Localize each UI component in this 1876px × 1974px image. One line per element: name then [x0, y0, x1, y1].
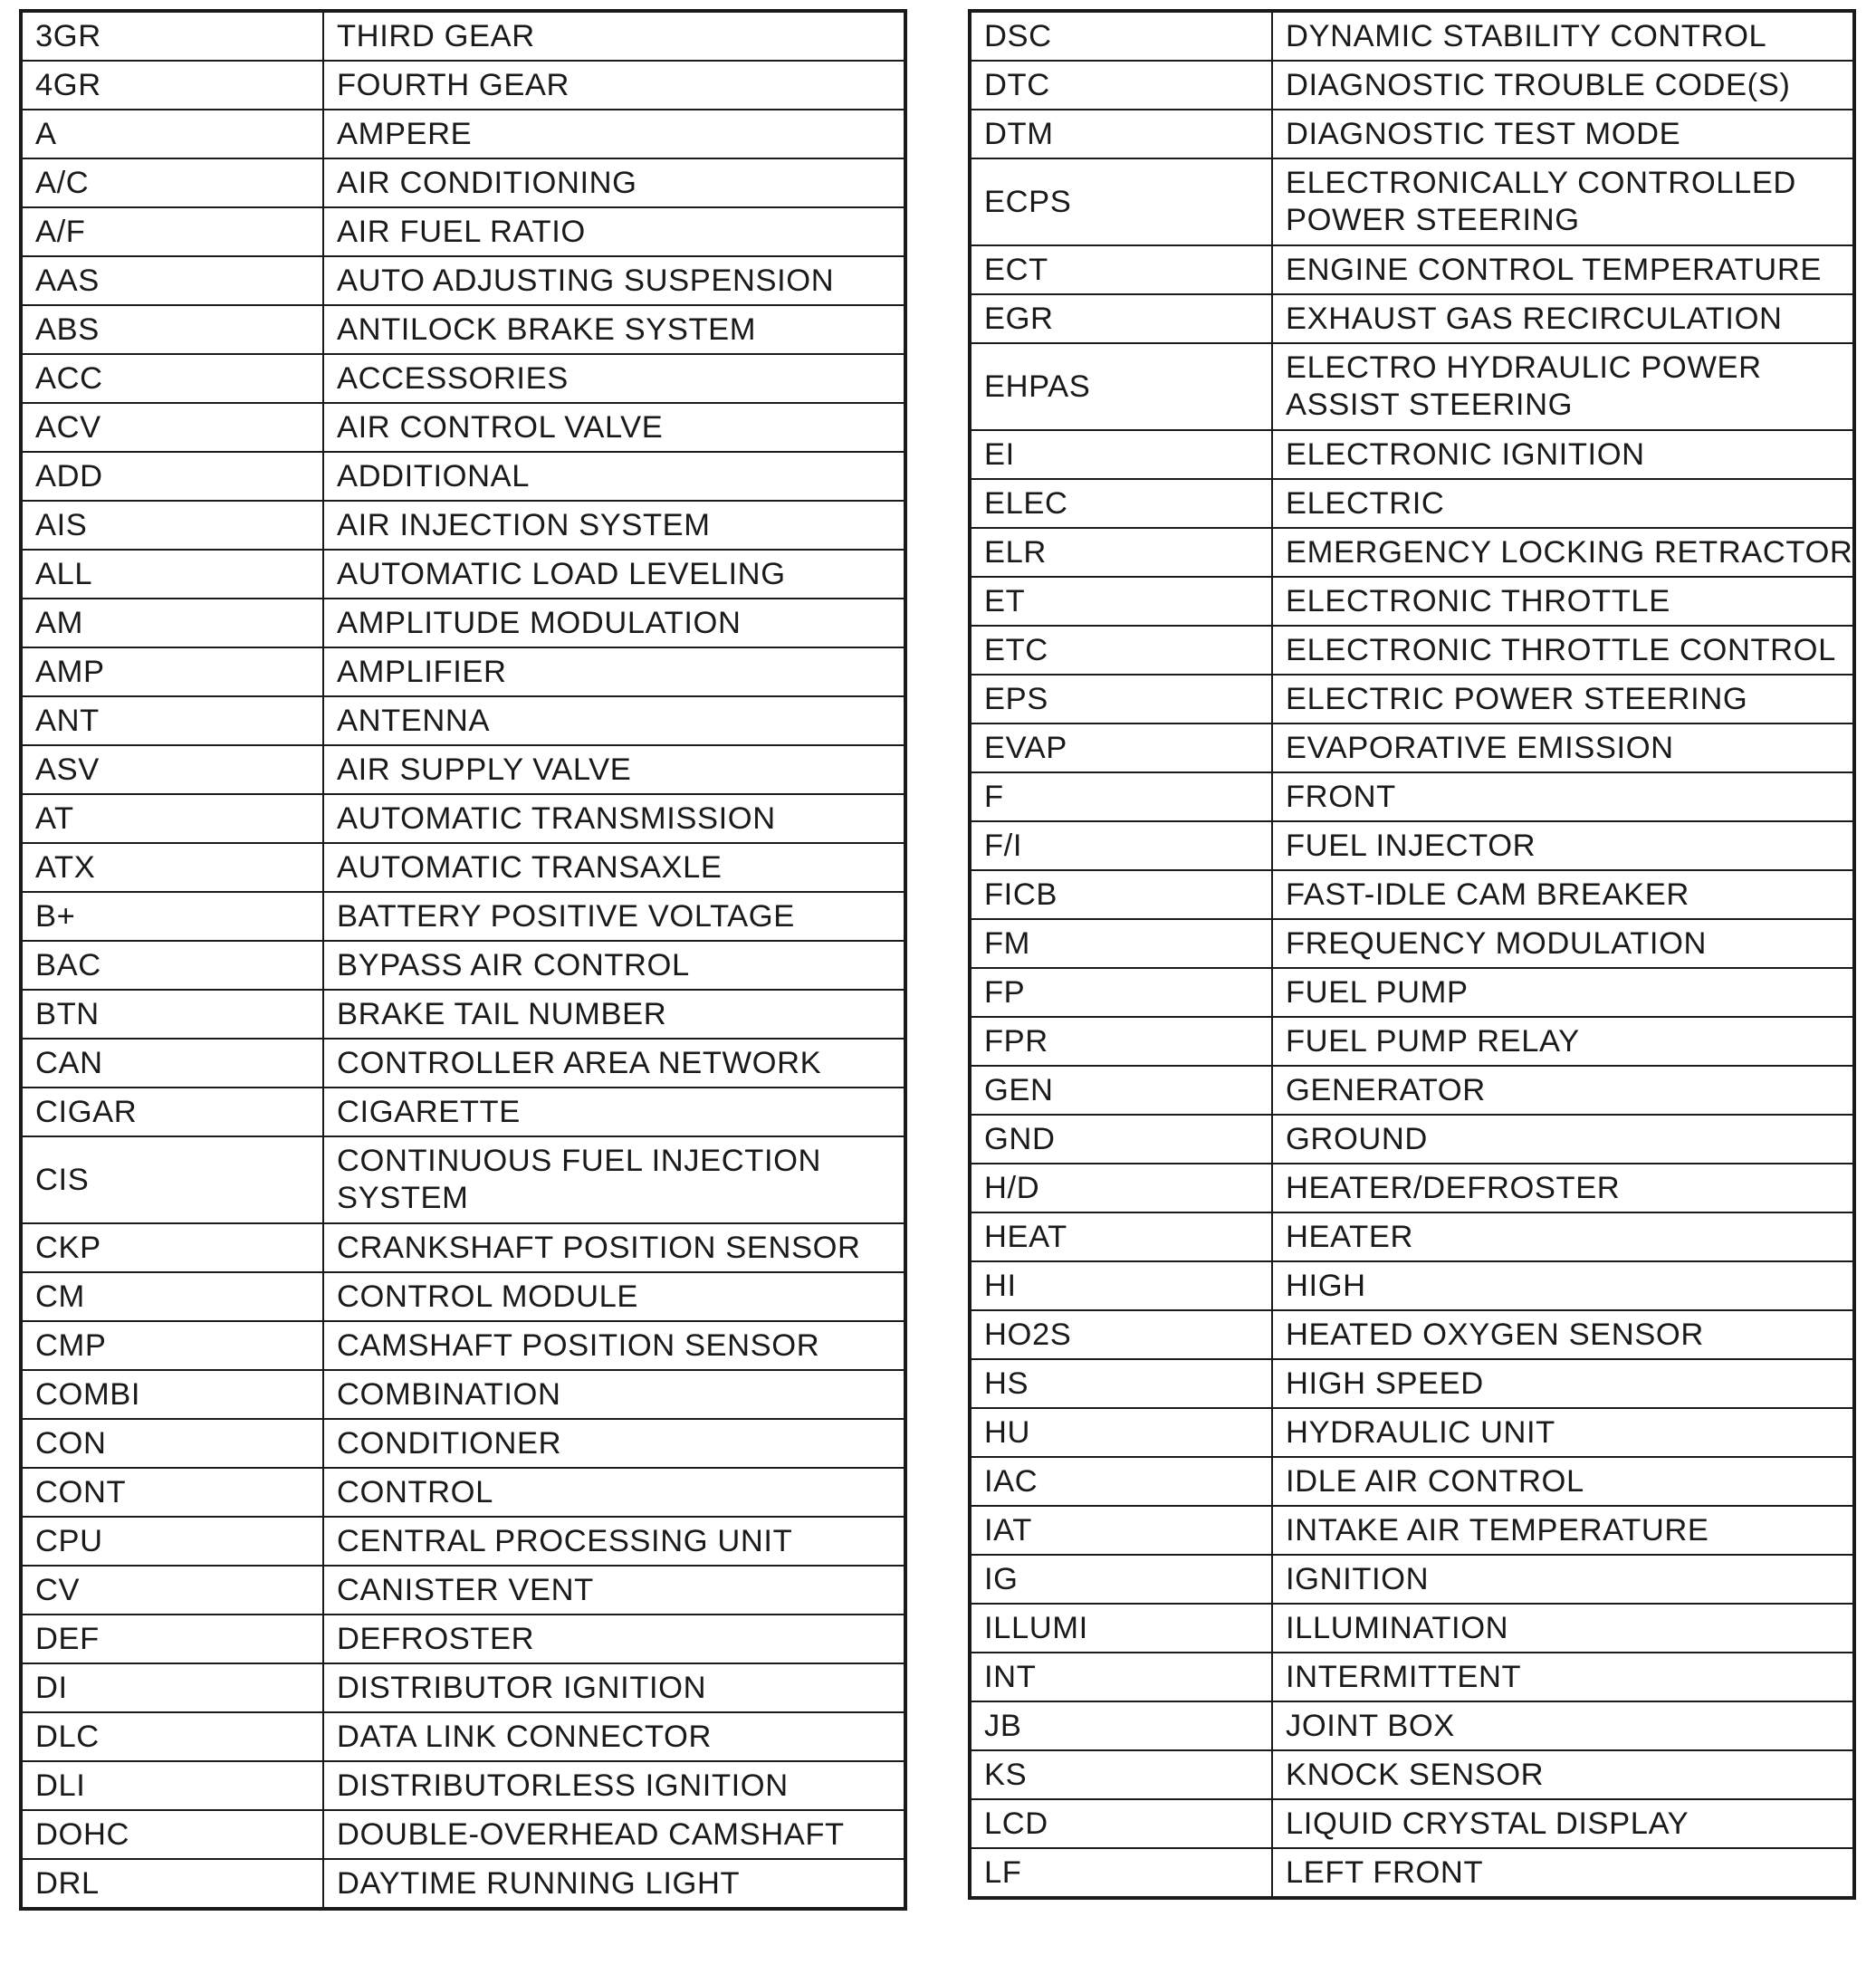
- abbreviation-cell: ETC: [970, 626, 1272, 675]
- meaning-cell: CONTROLLER AREA NETWORK: [323, 1039, 905, 1088]
- abbreviation-table-left-body: [21, 11, 905, 1909]
- abbreviation-cell: ELEC: [970, 479, 1272, 528]
- meaning-cell: AUTO ADJUSTING SUSPENSION: [323, 256, 905, 305]
- abbreviation-cell: JB: [970, 1701, 1272, 1750]
- meaning-cell: HYDRAULIC UNIT: [1272, 1408, 1854, 1457]
- abbreviation-cell: EHPAS: [970, 343, 1272, 430]
- table-row: [970, 1017, 1854, 1066]
- table-row: [21, 1663, 905, 1712]
- meaning-cell: ANTENNA: [323, 696, 905, 745]
- table-row: [21, 256, 905, 305]
- table-row: [970, 1457, 1854, 1506]
- abbreviation-cell: GEN: [970, 1066, 1272, 1115]
- abbreviation-cell: DTC: [970, 61, 1272, 110]
- meaning-cell: CIGARETTE: [323, 1088, 905, 1136]
- table-row: [970, 1750, 1854, 1799]
- meaning-cell: AMPLITUDE MODULATION: [323, 599, 905, 647]
- meaning-cell: ACCESSORIES: [323, 354, 905, 403]
- abbreviation-cell: AT: [21, 794, 323, 843]
- meaning-cell: ANTILOCK BRAKE SYSTEM: [323, 305, 905, 354]
- meaning-cell: DISTRIBUTORLESS IGNITION: [323, 1761, 905, 1810]
- abbreviation-cell: A/F: [21, 207, 323, 256]
- abbreviation-cell: HEAT: [970, 1212, 1272, 1261]
- meaning-cell: ENGINE CONTROL TEMPERATURE: [1272, 245, 1854, 294]
- table-row: [970, 723, 1854, 772]
- abbreviation-cell: FM: [970, 919, 1272, 968]
- table-row: [21, 1272, 905, 1321]
- meaning-cell: ELECTRONIC THROTTLE: [1272, 577, 1854, 626]
- table-row: [970, 1164, 1854, 1212]
- abbreviation-cell: AIS: [21, 501, 323, 550]
- table-row: [970, 577, 1854, 626]
- table-row: [21, 599, 905, 647]
- table-row: [970, 1261, 1854, 1310]
- table-row: [970, 870, 1854, 919]
- meaning-cell: DISTRIBUTOR IGNITION: [323, 1663, 905, 1712]
- meaning-cell: AUTOMATIC LOAD LEVELING: [323, 550, 905, 599]
- table-row: [970, 11, 1854, 61]
- table-row: [21, 354, 905, 403]
- abbreviation-cell: F: [970, 772, 1272, 821]
- meaning-cell: KNOCK SENSOR: [1272, 1750, 1854, 1799]
- meaning-cell: GROUND: [1272, 1115, 1854, 1164]
- table-row: [21, 61, 905, 110]
- table-row: [970, 772, 1854, 821]
- abbreviation-cell: A/C: [21, 158, 323, 207]
- abbreviation-cell: CAN: [21, 1039, 323, 1088]
- table-row: [970, 675, 1854, 723]
- meaning-cell: LEFT FRONT: [1272, 1848, 1854, 1898]
- table-row: [21, 941, 905, 990]
- table-row: [970, 158, 1854, 245]
- table-row: [21, 843, 905, 892]
- abbreviation-cell: DEF: [21, 1615, 323, 1663]
- table-row: [970, 1848, 1854, 1898]
- meaning-cell: IDLE AIR CONTROL: [1272, 1457, 1854, 1506]
- table-row: [970, 626, 1854, 675]
- meaning-cell: JOINT BOX: [1272, 1701, 1854, 1750]
- meaning-cell: FREQUENCY MODULATION: [1272, 919, 1854, 968]
- table-row: [970, 821, 1854, 870]
- table-row: [970, 919, 1854, 968]
- meaning-cell: HIGH: [1272, 1261, 1854, 1310]
- abbreviation-cell: CONT: [21, 1468, 323, 1517]
- table-row: [21, 990, 905, 1039]
- table-row: [21, 1088, 905, 1136]
- abbreviation-cell: DOHC: [21, 1810, 323, 1859]
- abbreviation-cell: CIGAR: [21, 1088, 323, 1136]
- table-row: [970, 1653, 1854, 1701]
- abbreviation-cell: EVAP: [970, 723, 1272, 772]
- abbreviation-cell: ELR: [970, 528, 1272, 577]
- meaning-cell: ELECTRO HYDRAULIC POWER ASSIST STEERING: [1272, 343, 1854, 430]
- abbreviation-cell: ILLUMI: [970, 1604, 1272, 1653]
- abbreviation-cell: EI: [970, 430, 1272, 479]
- table-row: [21, 1419, 905, 1468]
- abbreviation-cell: ECT: [970, 245, 1272, 294]
- table-row: [21, 1223, 905, 1272]
- abbreviation-cell: CMP: [21, 1321, 323, 1370]
- abbreviation-cell: EGR: [970, 294, 1272, 343]
- abbreviation-cell: HS: [970, 1359, 1272, 1408]
- table-row: [21, 1136, 905, 1223]
- abbreviation-cell: BAC: [21, 941, 323, 990]
- table-row: [21, 1517, 905, 1566]
- abbreviation-cell: INT: [970, 1653, 1272, 1701]
- abbreviation-cell: LCD: [970, 1799, 1272, 1848]
- table-row: [970, 479, 1854, 528]
- table-row: [970, 528, 1854, 577]
- meaning-cell: GENERATOR: [1272, 1066, 1854, 1115]
- meaning-cell: AIR CONTROL VALVE: [323, 403, 905, 452]
- meaning-cell: HIGH SPEED: [1272, 1359, 1854, 1408]
- table-row: [21, 1810, 905, 1859]
- meaning-cell: CENTRAL PROCESSING UNIT: [323, 1517, 905, 1566]
- abbreviation-cell: CON: [21, 1419, 323, 1468]
- abbreviation-cell: IAC: [970, 1457, 1272, 1506]
- table-row: [970, 968, 1854, 1017]
- abbreviation-cell: DI: [21, 1663, 323, 1712]
- abbreviation-cell: F/I: [970, 821, 1272, 870]
- table-row: [21, 1615, 905, 1663]
- table-row: [21, 696, 905, 745]
- meaning-cell: ELECTRONICALLY CONTROLLED POWER STEERING: [1272, 158, 1854, 245]
- abbreviation-cell: 3GR: [21, 11, 323, 61]
- meaning-cell: CONTROL MODULE: [323, 1272, 905, 1321]
- table-row: [21, 207, 905, 256]
- abbreviation-cell: ASV: [21, 745, 323, 794]
- meaning-cell: BRAKE TAIL NUMBER: [323, 990, 905, 1039]
- table-row: [970, 1799, 1854, 1848]
- meaning-cell: FUEL INJECTOR: [1272, 821, 1854, 870]
- table-row: [970, 61, 1854, 110]
- abbreviation-cell: DRL: [21, 1859, 323, 1909]
- abbreviation-cell: AM: [21, 599, 323, 647]
- meaning-cell: HEATED OXYGEN SENSOR: [1272, 1310, 1854, 1359]
- meaning-cell: ILLUMINATION: [1272, 1604, 1854, 1653]
- table-row: [970, 1604, 1854, 1653]
- meaning-cell: AUTOMATIC TRANSAXLE: [323, 843, 905, 892]
- abbreviation-cell: H/D: [970, 1164, 1272, 1212]
- meaning-cell: DOUBLE-OVERHEAD CAMSHAFT: [323, 1810, 905, 1859]
- meaning-cell: EMERGENCY LOCKING RETRACTOR: [1272, 528, 1854, 577]
- table-row: [970, 1555, 1854, 1604]
- abbreviation-cell: CIS: [21, 1136, 323, 1223]
- meaning-cell: HEATER: [1272, 1212, 1854, 1261]
- abbreviation-cell: AAS: [21, 256, 323, 305]
- abbreviation-cell: ET: [970, 577, 1272, 626]
- meaning-cell: COMBINATION: [323, 1370, 905, 1419]
- table-row: [21, 1039, 905, 1088]
- table-row: [21, 501, 905, 550]
- meaning-cell: AIR CONDITIONING: [323, 158, 905, 207]
- abbreviation-cell: ADD: [21, 452, 323, 501]
- meaning-cell: INTERMITTENT: [1272, 1653, 1854, 1701]
- abbreviation-cell: CPU: [21, 1517, 323, 1566]
- meaning-cell: FOURTH GEAR: [323, 61, 905, 110]
- abbreviation-cell: CM: [21, 1272, 323, 1321]
- meaning-cell: AUTOMATIC TRANSMISSION: [323, 794, 905, 843]
- table-row: [21, 452, 905, 501]
- table-row: [21, 305, 905, 354]
- abbreviation-cell: IG: [970, 1555, 1272, 1604]
- abbreviation-cell: AMP: [21, 647, 323, 696]
- table-row: [21, 403, 905, 452]
- table-row: [970, 1701, 1854, 1750]
- abbreviation-cell: ECPS: [970, 158, 1272, 245]
- table-row: [21, 647, 905, 696]
- meaning-cell: DAYTIME RUNNING LIGHT: [323, 1859, 905, 1909]
- table-row: [21, 158, 905, 207]
- meaning-cell: ELECTRONIC IGNITION: [1272, 430, 1854, 479]
- meaning-cell: BATTERY POSITIVE VOLTAGE: [323, 892, 905, 941]
- abbreviation-cell: A: [21, 110, 323, 158]
- table-row: [21, 1468, 905, 1517]
- abbreviation-cell: ALL: [21, 550, 323, 599]
- table-row: [21, 1761, 905, 1810]
- meaning-cell: DIAGNOSTIC TEST MODE: [1272, 110, 1854, 158]
- meaning-cell: AIR INJECTION SYSTEM: [323, 501, 905, 550]
- meaning-cell: LIQUID CRYSTAL DISPLAY: [1272, 1799, 1854, 1848]
- meaning-cell: CONTINUOUS FUEL INJECTION SYSTEM: [323, 1136, 905, 1223]
- meaning-cell: THIRD GEAR: [323, 11, 905, 61]
- abbreviation-cell: IAT: [970, 1506, 1272, 1555]
- meaning-cell: ADDITIONAL: [323, 452, 905, 501]
- table-row: [21, 892, 905, 941]
- table-row: [21, 1321, 905, 1370]
- table-row: [970, 110, 1854, 158]
- abbreviation-cell: B+: [21, 892, 323, 941]
- abbreviation-cell: ACC: [21, 354, 323, 403]
- table-row: [21, 794, 905, 843]
- abbreviation-cell: DTM: [970, 110, 1272, 158]
- abbreviation-table-right: [968, 9, 1856, 1900]
- abbreviation-cell: DLI: [21, 1761, 323, 1810]
- meaning-cell: IGNITION: [1272, 1555, 1854, 1604]
- abbreviation-cell: 4GR: [21, 61, 323, 110]
- meaning-cell: AMPLIFIER: [323, 647, 905, 696]
- abbreviation-cell: DSC: [970, 11, 1272, 61]
- table-row: [970, 1115, 1854, 1164]
- meaning-cell: DIAGNOSTIC TROUBLE CODE(S): [1272, 61, 1854, 110]
- abbreviation-cell: CKP: [21, 1223, 323, 1272]
- table-row: [970, 1066, 1854, 1115]
- table-row: [970, 294, 1854, 343]
- table-row: [21, 1566, 905, 1615]
- meaning-cell: DYNAMIC STABILITY CONTROL: [1272, 11, 1854, 61]
- table-row: [21, 745, 905, 794]
- meaning-cell: ELECTRIC POWER STEERING: [1272, 675, 1854, 723]
- meaning-cell: BYPASS AIR CONTROL: [323, 941, 905, 990]
- abbreviation-cell: BTN: [21, 990, 323, 1039]
- meaning-cell: AMPERE: [323, 110, 905, 158]
- abbreviation-cell: ABS: [21, 305, 323, 354]
- abbreviation-cell: LF: [970, 1848, 1272, 1898]
- table-row: [21, 1370, 905, 1419]
- abbreviation-cell: HI: [970, 1261, 1272, 1310]
- abbreviation-cell: EPS: [970, 675, 1272, 723]
- meaning-cell: DEFROSTER: [323, 1615, 905, 1663]
- abbreviation-cell: COMBI: [21, 1370, 323, 1419]
- abbreviation-cell: ACV: [21, 403, 323, 452]
- abbreviation-table-right-body: [970, 11, 1854, 1898]
- meaning-cell: ELECTRONIC THROTTLE CONTROL: [1272, 626, 1854, 675]
- abbreviation-table-left: [19, 9, 907, 1911]
- meaning-cell: CANISTER VENT: [323, 1566, 905, 1615]
- meaning-cell: EXHAUST GAS RECIRCULATION: [1272, 294, 1854, 343]
- meaning-cell: AIR FUEL RATIO: [323, 207, 905, 256]
- table-row: [970, 343, 1854, 430]
- table-row: [21, 110, 905, 158]
- meaning-cell: CAMSHAFT POSITION SENSOR: [323, 1321, 905, 1370]
- table-row: [970, 1310, 1854, 1359]
- meaning-cell: AIR SUPPLY VALVE: [323, 745, 905, 794]
- meaning-cell: ELECTRIC: [1272, 479, 1854, 528]
- meaning-cell: FUEL PUMP: [1272, 968, 1854, 1017]
- meaning-cell: FUEL PUMP RELAY: [1272, 1017, 1854, 1066]
- abbreviation-cell: FPR: [970, 1017, 1272, 1066]
- meaning-cell: CRANKSHAFT POSITION SENSOR: [323, 1223, 905, 1272]
- abbreviation-cell: ATX: [21, 843, 323, 892]
- meaning-cell: EVAPORATIVE EMISSION: [1272, 723, 1854, 772]
- abbreviation-cell: FICB: [970, 870, 1272, 919]
- table-row: [21, 11, 905, 61]
- meaning-cell: CONDITIONER: [323, 1419, 905, 1468]
- table-row: [21, 1859, 905, 1909]
- meaning-cell: DATA LINK CONNECTOR: [323, 1712, 905, 1761]
- table-row: [970, 430, 1854, 479]
- abbreviation-cell: FP: [970, 968, 1272, 1017]
- abbreviation-cell: DLC: [21, 1712, 323, 1761]
- meaning-cell: HEATER/DEFROSTER: [1272, 1164, 1854, 1212]
- abbreviation-cell: CV: [21, 1566, 323, 1615]
- abbreviation-cell: HO2S: [970, 1310, 1272, 1359]
- abbreviation-cell: KS: [970, 1750, 1272, 1799]
- table-row: [970, 1408, 1854, 1457]
- abbreviation-cell: GND: [970, 1115, 1272, 1164]
- table-row: [970, 245, 1854, 294]
- meaning-cell: INTAKE AIR TEMPERATURE: [1272, 1506, 1854, 1555]
- table-row: [21, 550, 905, 599]
- meaning-cell: FAST-IDLE CAM BREAKER: [1272, 870, 1854, 919]
- table-row: [970, 1506, 1854, 1555]
- meaning-cell: FRONT: [1272, 772, 1854, 821]
- table-row: [970, 1359, 1854, 1408]
- abbreviation-cell: ANT: [21, 696, 323, 745]
- table-row: [970, 1212, 1854, 1261]
- abbreviation-cell: HU: [970, 1408, 1272, 1457]
- meaning-cell: CONTROL: [323, 1468, 905, 1517]
- table-row: [21, 1712, 905, 1761]
